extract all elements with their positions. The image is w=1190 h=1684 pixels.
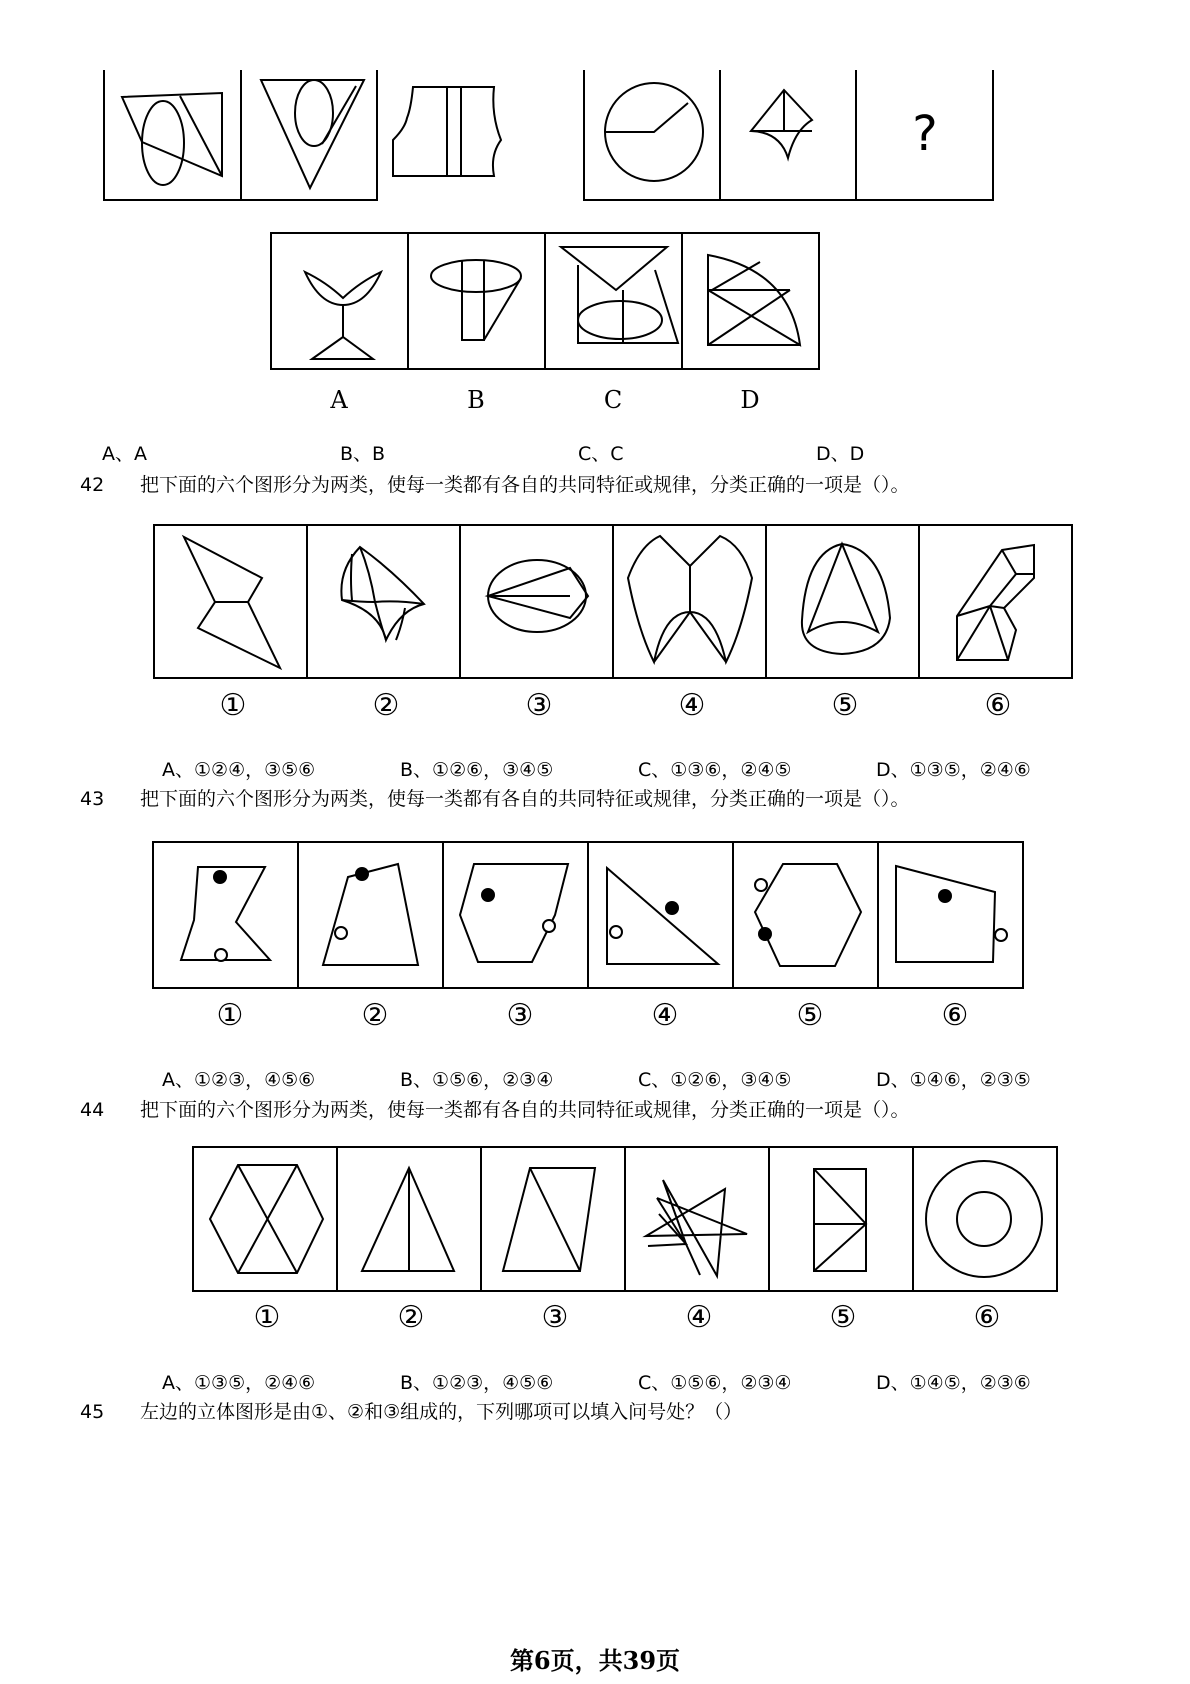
q41-figure-label-d: D <box>740 386 760 414</box>
q42-option-b[interactable]: B、①②⑥，③④⑤ <box>400 759 554 781</box>
q42-label-2: ② <box>372 688 400 723</box>
q41-option-d[interactable]: D、D <box>816 443 865 465</box>
q42-option-a[interactable]: A、①②④，③⑤⑥ <box>162 759 316 781</box>
page-footer: 第6页，共39页 <box>509 1646 681 1675</box>
q43-number: 43 <box>80 788 105 810</box>
q42-question-text: 把下面的六个图形分为两类，使每一类都有各自的共同特征或规律，分类正确的一项是（）。 <box>140 474 910 496</box>
q44-label-4: ④ <box>685 1300 713 1335</box>
q42-label-6: ⑥ <box>984 688 1012 723</box>
q44-label-2: ② <box>397 1300 425 1335</box>
q44-option-a[interactable]: A、①③⑤，②④⑥ <box>162 1372 316 1394</box>
q45-question-text: 左边的立体图形是由①、②和③组成的，下列哪项可以填入问号处？（） <box>140 1401 743 1423</box>
q42-label-3: ③ <box>525 688 553 723</box>
q42-label-1: ① <box>219 688 247 723</box>
q42-option-d[interactable]: D、①③⑤，②④⑥ <box>876 759 1031 781</box>
q44-option-b[interactable]: B、①②③，④⑤⑥ <box>400 1372 554 1394</box>
q41-figure-label-b: B <box>467 386 485 414</box>
q43-option-c[interactable]: C、①②⑥，③④⑤ <box>638 1069 792 1091</box>
q43-option-d[interactable]: D、①④⑥，②③⑤ <box>876 1069 1031 1091</box>
q43-question-text: 把下面的六个图形分为两类，使每一类都有各自的共同特征或规律，分类正确的一项是（）。 <box>140 788 910 810</box>
q42-option-c[interactable]: C、①③⑥，②④⑤ <box>638 759 792 781</box>
q44-label-3: ③ <box>541 1300 569 1335</box>
q42-number: 42 <box>80 474 105 496</box>
q43-label-2: ② <box>361 998 389 1033</box>
q43-label-5: ⑤ <box>796 998 824 1033</box>
q42-label-5: ⑤ <box>831 688 859 723</box>
q44-number: 44 <box>80 1099 105 1121</box>
q42-label-4: ④ <box>678 688 706 723</box>
q44-label-5: ⑤ <box>829 1300 857 1335</box>
q44-label-1: ① <box>253 1300 281 1335</box>
q41-option-a[interactable]: A、A <box>102 443 147 465</box>
q44-option-c[interactable]: C、①⑤⑥，②③④ <box>638 1372 792 1394</box>
q43-label-6: ⑥ <box>941 998 969 1033</box>
q43-option-a[interactable]: A、①②③，④⑤⑥ <box>162 1069 316 1091</box>
q44-option-d[interactable]: D、①④⑤，②③⑥ <box>876 1372 1031 1394</box>
q41-question-mark: ? <box>912 106 938 162</box>
q44-question-text: 把下面的六个图形分为两类，使每一类都有各自的共同特征或规律，分类正确的一项是（）。 <box>140 1099 910 1121</box>
q43-label-3: ③ <box>506 998 534 1033</box>
q43-label-1: ① <box>216 998 244 1033</box>
q41-option-c[interactable]: C、C <box>578 443 624 465</box>
q44-label-6: ⑥ <box>973 1300 1001 1335</box>
q45-number: 45 <box>80 1401 105 1423</box>
q43-option-b[interactable]: B、①⑤⑥，②③④ <box>400 1069 554 1091</box>
q41-option-b[interactable]: B、B <box>340 443 386 465</box>
q41-figure-label-a: A <box>330 386 348 414</box>
q41-figure-label-c: C <box>603 386 623 414</box>
q43-label-4: ④ <box>651 998 679 1033</box>
